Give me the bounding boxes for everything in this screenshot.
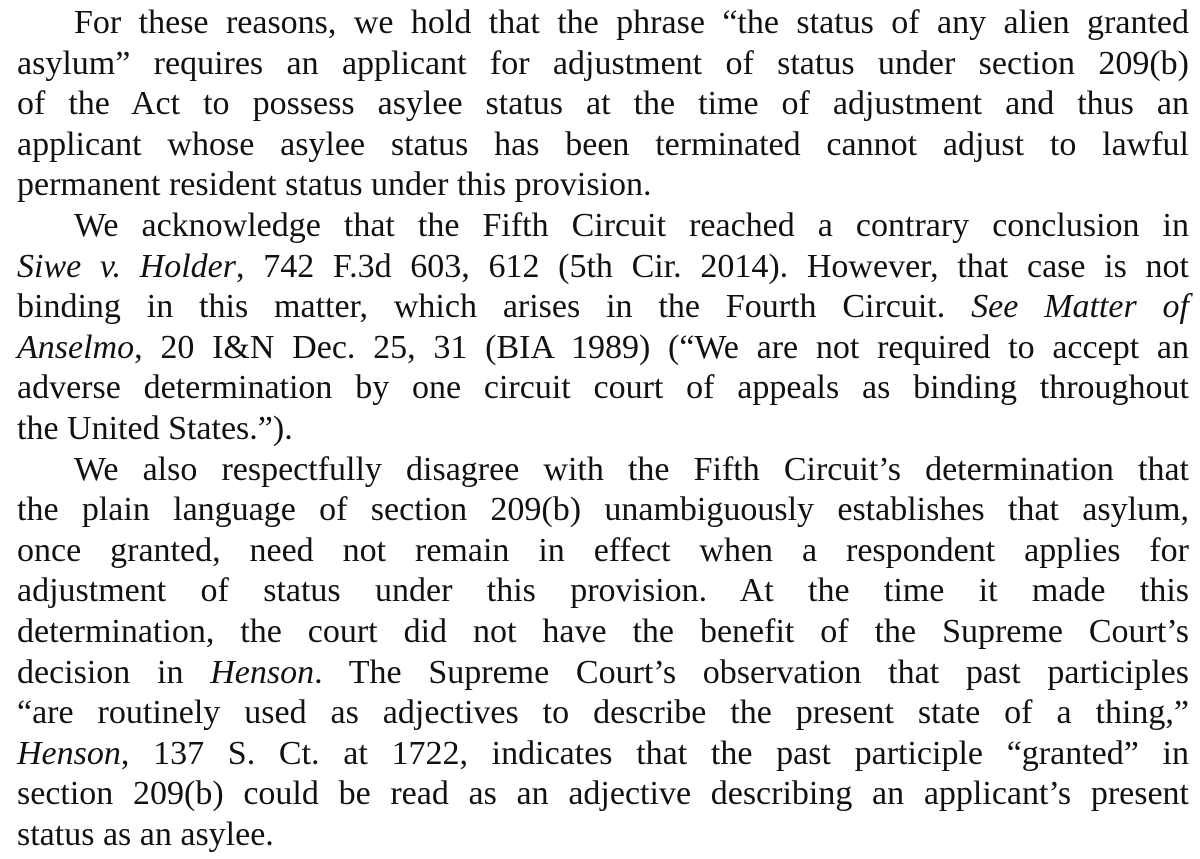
text-line [17,165,1189,206]
body-text: applicant whose asylee status has been terminated cannot adjust to lawful [17,125,1189,163]
body-text: of the Act to possess asylee status at the time of adjustment and thus an [17,85,1189,123]
body-text: , 742 F.3d 603, 612 (5th Cir. 2014). However, that case is not [236,247,1189,285]
text-line [17,84,1189,125]
text-line [17,531,1189,572]
body-text: adjustment of status under this provision. At the time it made this [17,572,1189,610]
body-text: status as an asylee. [17,815,274,853]
body-text: adverse determination by one circuit court of appeals as binding throughout [17,369,1189,407]
text-line [17,3,1189,44]
italic-citation-text: Henson [17,734,121,772]
italic-citation-text: Anselmo [17,328,135,366]
body-text: binding in this matter, which arises in the Fourth Circuit. [17,288,972,326]
text-line [17,409,1189,450]
text-line [17,450,1189,491]
body-text: the United States.”). [17,409,293,447]
italic-citation-text: See Matter of [971,288,1189,326]
paragraph-disagreement [17,450,1189,856]
body-text: For these reasons, we hold that the phrase “the status of any alien granted [74,4,1189,41]
body-text: , 20 I&N Dec. 25, 31 (BIA 1989) (“We are not required to accept an [134,328,1189,366]
body-text: . The Supreme Court’s observation that past participles [314,653,1189,691]
text-line [17,815,1189,856]
body-text: section 209(b) could be read as an adjective describing an applicant’s present [17,775,1189,813]
body-text: permanent resident status under this provision. [17,166,652,204]
paragraph-holding [17,3,1189,206]
text-line [17,774,1189,815]
body-text: “are routinely used as adjectives to describe the present state of a thing,” [17,694,1189,732]
body-text: the plain language of section 209(b) unambiguously establishes that asylum, [17,491,1189,529]
text-line [17,571,1189,612]
body-text: We acknowledge that the Fifth Circuit reached a contrary conclusion in [74,206,1189,244]
body-text: asylum” requires an applicant for adjustment of status under section 209(b) [17,44,1189,82]
body-text: , 137 S. Ct. at 1722, indicates that the past participle “granted” in [120,734,1189,772]
text-line [17,206,1189,247]
italic-citation-text: Henson [210,653,315,691]
italic-citation-text: Siwe v. Holder [17,247,236,285]
text-line [17,490,1189,531]
text-line [17,125,1189,166]
text-line [17,653,1189,694]
text-line [17,287,1189,328]
body-text: determination, the court did not have the benefit of the Supreme Court’s [17,612,1189,650]
text-line [17,328,1189,369]
text-line [17,734,1189,775]
text-line [17,44,1189,85]
body-text: We also respectfully disagree with the Fifth Circuit’s determination that [74,450,1189,488]
document-page [17,3,1189,855]
text-line [17,368,1189,409]
text-line [17,612,1189,653]
paragraph-fifth-circuit-acknowledgment [17,206,1189,450]
text-line [17,693,1189,734]
text-line [17,247,1189,288]
body-text: once granted, need not remain in effect when a respondent applies for [17,531,1189,569]
body-text: decision in [17,653,211,691]
